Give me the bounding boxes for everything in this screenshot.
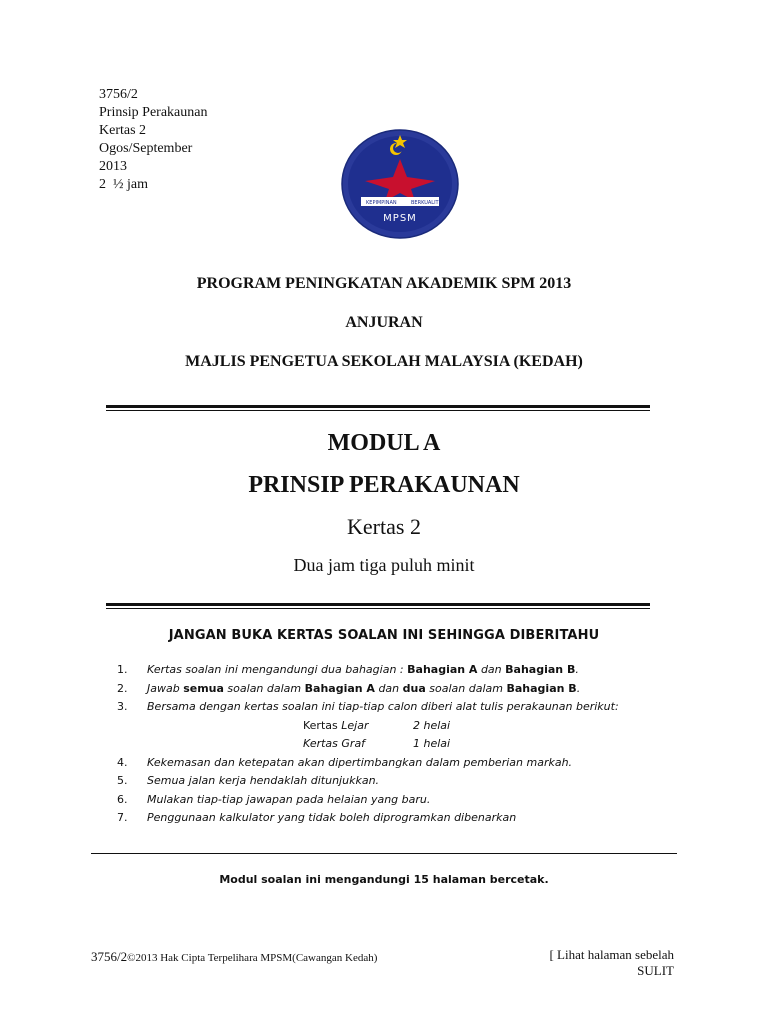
copyright-text: ©2013 Hak Cipta Terpelihara MPSM(Cawangan Kedah) bbox=[127, 952, 378, 964]
next-page-note: [ Lihat halaman sebelah bbox=[549, 947, 674, 962]
footer-copyright bbox=[91, 949, 377, 965]
organizer-title: MAJLIS PENGETUA SEKOLAH MALAYSIA (KEDAH) bbox=[185, 353, 583, 370]
instruction-number: 4. bbox=[117, 755, 128, 769]
paper-number: Kertas 2 bbox=[99, 123, 147, 138]
instruction-text: Jawab semua soalan dalam Bahagian A dan dua soalan dalam Bahagian B. bbox=[147, 681, 581, 695]
material-quantity: 1 helai bbox=[413, 737, 451, 750]
anjuran-title: ANJURAN bbox=[345, 314, 423, 331]
instruction-number: 6. bbox=[117, 792, 128, 806]
exam-period: Ogos/September bbox=[99, 141, 193, 156]
divider-top bbox=[106, 405, 650, 411]
instruction-number: 1. bbox=[117, 663, 128, 676]
footer-right bbox=[549, 947, 674, 979]
sulit-label: SULIT bbox=[637, 963, 674, 978]
program-title: PROGRAM PENINGKATAN AKADEMIK SPM 2013 bbox=[196, 275, 572, 292]
instruction-number: 5. bbox=[117, 774, 128, 787]
divider-middle bbox=[106, 603, 650, 609]
material-quantity: 2 helai bbox=[413, 718, 451, 732]
instruction-text: Penggunaan kalkulator yang tidak boleh diprogramkan dibenarkan bbox=[147, 811, 517, 824]
instruction-text: Bersama dengan kertas soalan ini tiap-tiap calon diberi alat tulis perakaunan berikut: bbox=[147, 700, 619, 713]
header-info bbox=[99, 86, 207, 194]
material-label: Kertas Lejar bbox=[303, 718, 369, 732]
warning-text: JANGAN BUKA KERTAS SOALAN INI SEHINGGA DIBERITAHU bbox=[168, 628, 600, 643]
instruction-number: 2. bbox=[117, 681, 128, 695]
instruction-text: Mulakan tiap-tiap jawapan pada helaian yang baru. bbox=[147, 792, 431, 806]
exam-duration: 2 ½ jam bbox=[99, 177, 148, 192]
subject-name: Prinsip Perakaunan bbox=[99, 105, 208, 120]
module-title: MODUL A bbox=[327, 430, 441, 456]
logo-text: MPSM bbox=[383, 213, 417, 224]
instruction-text: Semua jalan kerja hendaklah ditunjukkan. bbox=[147, 774, 380, 787]
duration-text: Dua jam tiga puluh minit bbox=[293, 555, 475, 575]
instruction-number: 3. bbox=[117, 700, 128, 713]
divider-bottom bbox=[91, 853, 677, 854]
logo-banner-right: BERKUALITI bbox=[411, 200, 441, 206]
material-label: Kertas Graf bbox=[303, 737, 366, 750]
page-count-text: Modul soalan ini mengandungi 15 halaman bercetak. bbox=[219, 873, 549, 886]
subject-title: PRINSIP PERAKAUNAN bbox=[248, 472, 520, 498]
logo-banner-left: KEPIMPINAN bbox=[366, 200, 397, 206]
instruction-number: 7. bbox=[117, 811, 128, 824]
exam-year: 2013 bbox=[99, 159, 127, 174]
footer-code: 3756/2 bbox=[91, 949, 128, 964]
paper-title: Kertas 2 bbox=[347, 514, 421, 539]
instruction-text: Kertas soalan ini mengandungi dua bahagian : Bahagian A dan Bahagian B. bbox=[147, 663, 579, 676]
paper-code: 3756/2 bbox=[99, 87, 138, 102]
mpsm-logo bbox=[341, 129, 459, 239]
instruction-text: Kekemasan dan ketepatan akan dipertimbangkan dalam pemberian markah. bbox=[147, 755, 573, 769]
